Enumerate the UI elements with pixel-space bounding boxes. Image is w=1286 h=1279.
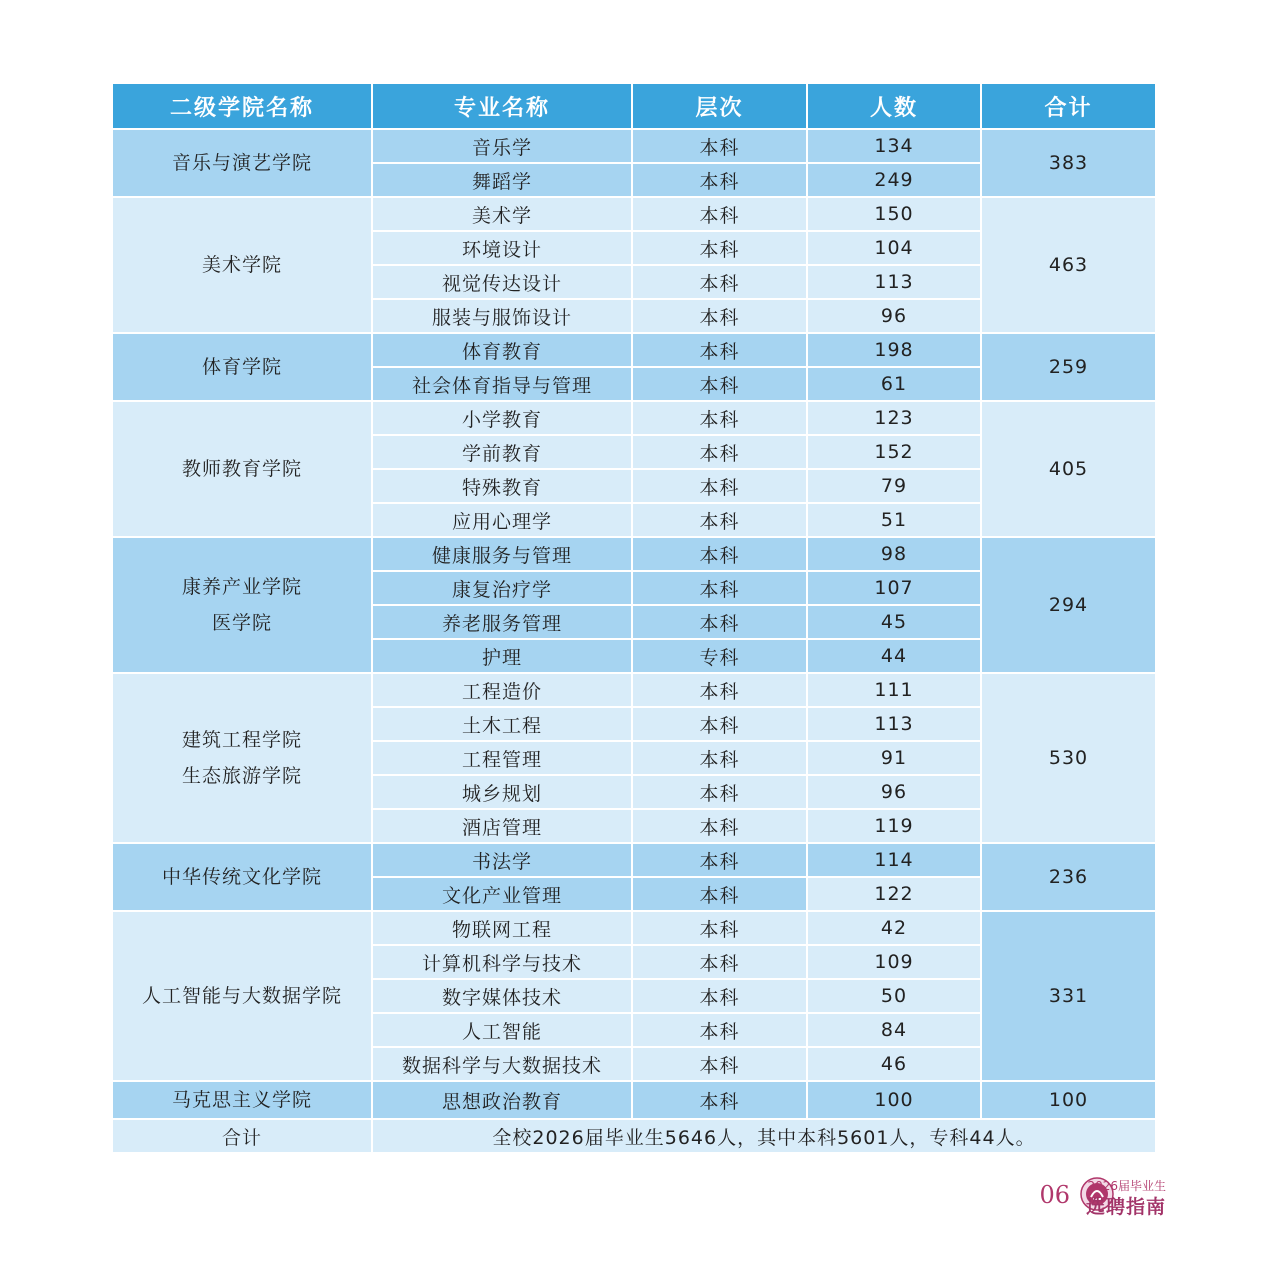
major-cell: 思想政治教育	[372, 1081, 632, 1119]
college-name: 中华传统文化学院	[161, 866, 322, 888]
page-number: 06	[1039, 1181, 1070, 1209]
college-cell	[112, 673, 372, 843]
level-cell: 本科	[632, 197, 807, 231]
level-cell: 本科	[632, 435, 807, 469]
major-cell: 学前教育	[372, 435, 632, 469]
major-cell: 环境设计	[372, 231, 632, 265]
college-name: 医学院	[211, 612, 272, 634]
table-row	[112, 401, 1156, 435]
table-row	[112, 129, 1156, 163]
total-summary: 全校2026届毕业生5646人，其中本科5601人，专科44人。	[372, 1119, 1156, 1153]
level-cell: 本科	[632, 401, 807, 435]
table-row	[112, 673, 1156, 707]
count-cell: 109	[807, 945, 981, 979]
header-major: 专业名称	[372, 83, 632, 129]
level-cell: 本科	[632, 911, 807, 945]
guide-year: 2026届毕业生	[1087, 1179, 1166, 1193]
major-cell: 服装与服饰设计	[372, 299, 632, 333]
major-cell: 护理	[372, 639, 632, 673]
count-cell: 91	[807, 741, 981, 775]
group-total-cell: 383	[981, 129, 1156, 197]
group-total-cell: 331	[981, 911, 1156, 1081]
count-cell: 104	[807, 231, 981, 265]
count-cell: 107	[807, 571, 981, 605]
level-cell: 本科	[632, 129, 807, 163]
level-cell: 专科	[632, 639, 807, 673]
level-cell: 本科	[632, 843, 807, 877]
count-cell: 51	[807, 503, 981, 537]
count-cell: 123	[807, 401, 981, 435]
total-label: 合计	[112, 1119, 372, 1153]
level-cell: 本科	[632, 741, 807, 775]
major-cell: 书法学	[372, 843, 632, 877]
level-cell: 本科	[632, 1013, 807, 1047]
group-total-cell: 259	[981, 333, 1156, 401]
level-cell: 本科	[632, 163, 807, 197]
major-cell: 文化产业管理	[372, 877, 632, 911]
count-cell: 122	[807, 877, 981, 911]
header-count: 人数	[807, 83, 981, 129]
major-cell: 养老服务管理	[372, 605, 632, 639]
college-cell	[112, 911, 372, 1081]
major-cell: 工程管理	[372, 741, 632, 775]
table-row	[112, 333, 1156, 367]
major-cell: 人工智能	[372, 1013, 632, 1047]
level-cell: 本科	[632, 1047, 807, 1081]
level-cell: 本科	[632, 877, 807, 911]
count-cell: 113	[807, 707, 981, 741]
college-cell	[112, 333, 372, 401]
count-cell: 96	[807, 299, 981, 333]
major-cell: 康复治疗学	[372, 571, 632, 605]
college-name: 教师教育学院	[181, 458, 302, 480]
count-cell: 198	[807, 333, 981, 367]
table-row	[112, 537, 1156, 571]
major-cell: 物联网工程	[372, 911, 632, 945]
college-cell	[112, 537, 372, 673]
count-cell: 84	[807, 1013, 981, 1047]
count-cell: 79	[807, 469, 981, 503]
level-cell: 本科	[632, 707, 807, 741]
level-cell: 本科	[632, 605, 807, 639]
level-cell: 本科	[632, 945, 807, 979]
college-name: 音乐与演艺学院	[171, 152, 312, 174]
college-name: 生态旅游学院	[181, 765, 302, 787]
level-cell: 本科	[632, 809, 807, 843]
table-row	[112, 197, 1156, 231]
count-cell: 134	[807, 129, 981, 163]
college-cell	[112, 843, 372, 911]
college-cell	[112, 401, 372, 537]
college-name: 体育学院	[201, 356, 282, 378]
count-cell: 44	[807, 639, 981, 673]
count-cell: 42	[807, 911, 981, 945]
college-name: 马克思主义学院	[171, 1089, 312, 1111]
table-header-row	[112, 83, 1156, 129]
major-cell: 城乡规划	[372, 775, 632, 809]
count-cell: 46	[807, 1047, 981, 1081]
major-cell: 健康服务与管理	[372, 537, 632, 571]
table-row	[112, 1081, 1156, 1119]
level-cell: 本科	[632, 775, 807, 809]
major-cell: 数字媒体技术	[372, 979, 632, 1013]
major-cell: 特殊教育	[372, 469, 632, 503]
major-cell: 音乐学	[372, 129, 632, 163]
major-cell: 土木工程	[372, 707, 632, 741]
major-cell: 应用心理学	[372, 503, 632, 537]
college-name: 建筑工程学院	[181, 729, 302, 751]
major-cell: 视觉传达设计	[372, 265, 632, 299]
count-cell: 113	[807, 265, 981, 299]
count-cell: 152	[807, 435, 981, 469]
page-footer	[926, 1177, 1166, 1217]
major-cell: 小学教育	[372, 401, 632, 435]
college-name: 康养产业学院	[181, 576, 302, 598]
group-total-cell: 294	[981, 537, 1156, 673]
level-cell: 本科	[632, 537, 807, 571]
level-cell: 本科	[632, 231, 807, 265]
level-cell: 本科	[632, 469, 807, 503]
level-cell: 本科	[632, 367, 807, 401]
count-cell: 98	[807, 537, 981, 571]
major-cell: 工程造价	[372, 673, 632, 707]
college-name: 美术学院	[201, 254, 282, 276]
college-name: 人工智能与大数据学院	[141, 985, 342, 1007]
count-cell: 100	[807, 1081, 981, 1119]
count-cell: 45	[807, 605, 981, 639]
header-college: 二级学院名称	[112, 83, 372, 129]
group-total-cell: 530	[981, 673, 1156, 843]
level-cell: 本科	[632, 333, 807, 367]
group-total-cell: 405	[981, 401, 1156, 537]
level-cell: 本科	[632, 265, 807, 299]
graduates-table	[111, 82, 1157, 1154]
header-total: 合计	[981, 83, 1156, 129]
table-row	[112, 843, 1156, 877]
count-cell: 61	[807, 367, 981, 401]
major-cell: 计算机科学与技术	[372, 945, 632, 979]
level-cell: 本科	[632, 673, 807, 707]
major-cell: 舞蹈学	[372, 163, 632, 197]
group-total-cell: 463	[981, 197, 1156, 333]
major-cell: 社会体育指导与管理	[372, 367, 632, 401]
count-cell: 50	[807, 979, 981, 1013]
major-cell: 美术学	[372, 197, 632, 231]
total-row	[112, 1119, 1156, 1153]
group-total-cell: 236	[981, 843, 1156, 911]
count-cell: 150	[807, 197, 981, 231]
level-cell: 本科	[632, 503, 807, 537]
major-cell: 体育教育	[372, 333, 632, 367]
college-cell	[112, 1081, 372, 1119]
guide-title: 选聘指南	[1085, 1196, 1166, 1218]
major-cell: 数据科学与大数据技术	[372, 1047, 632, 1081]
level-cell: 本科	[632, 299, 807, 333]
level-cell: 本科	[632, 979, 807, 1013]
count-cell: 114	[807, 843, 981, 877]
college-cell	[112, 197, 372, 333]
header-level: 层次	[632, 83, 807, 129]
level-cell: 本科	[632, 1081, 807, 1119]
count-cell: 111	[807, 673, 981, 707]
count-cell: 119	[807, 809, 981, 843]
level-cell: 本科	[632, 571, 807, 605]
count-cell: 96	[807, 775, 981, 809]
table-row	[112, 911, 1156, 945]
group-total-cell: 100	[981, 1081, 1156, 1119]
college-cell	[112, 129, 372, 197]
major-cell: 酒店管理	[372, 809, 632, 843]
count-cell: 249	[807, 163, 981, 197]
